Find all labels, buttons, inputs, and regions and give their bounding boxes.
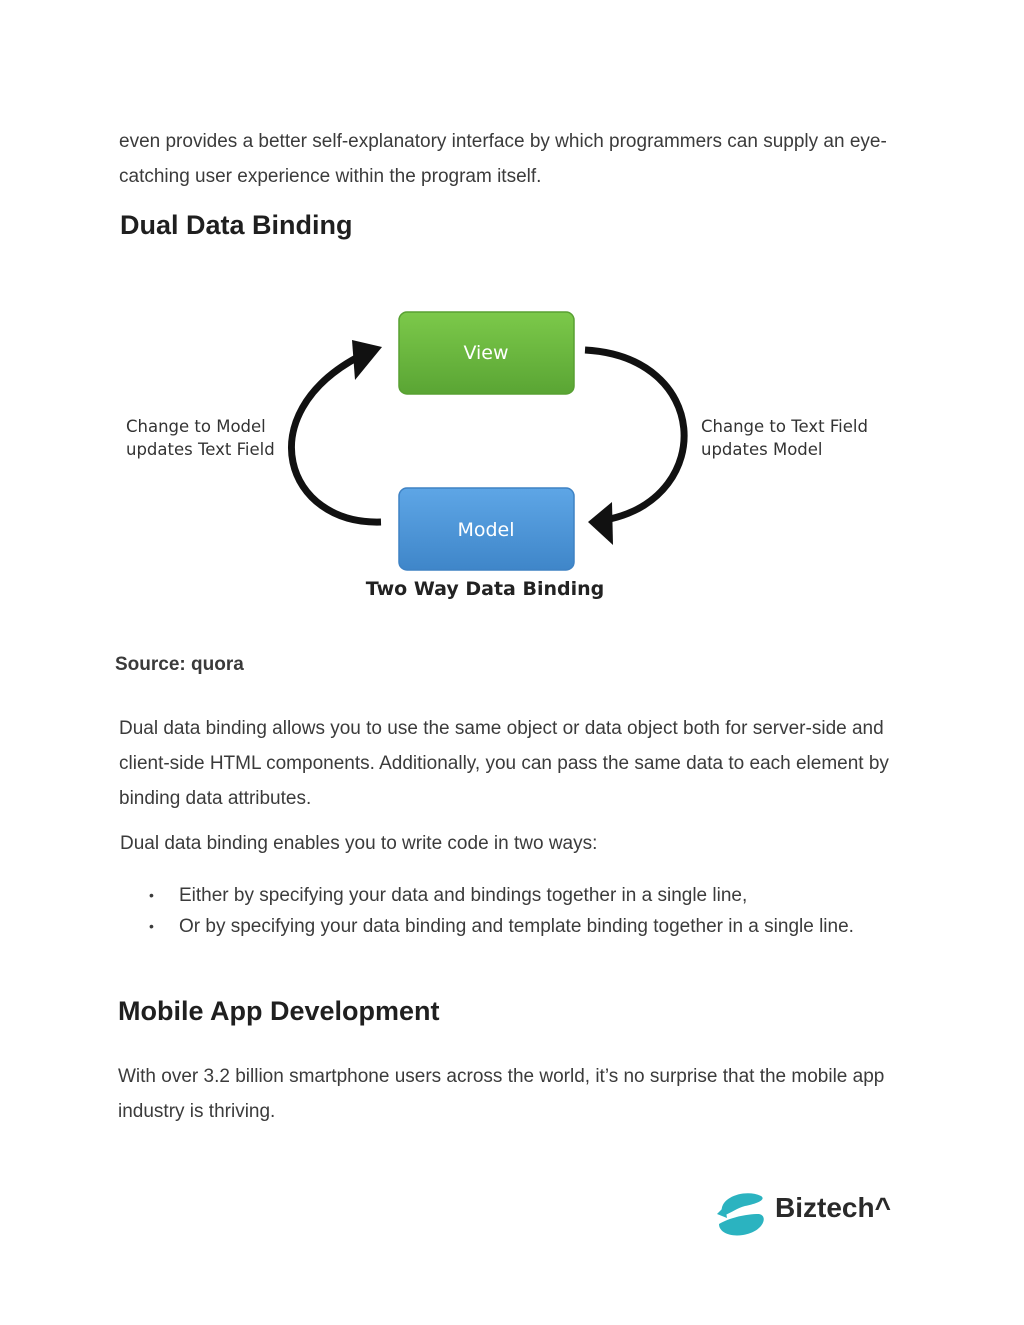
list-item-text: Either by specifying your data and bindings together in a single line, xyxy=(179,885,748,906)
list-item-text: Or by specifying your data binding and template binding together in a single line. xyxy=(179,916,854,937)
left-label-line1: Change to Model xyxy=(126,417,266,436)
list-item xyxy=(145,880,854,911)
mobile-app-development-heading: Mobile App Development xyxy=(118,996,440,1026)
intro-paragraph: even provides a better self-explanatory interface by which programmers can supply an eye-catching user experience within the program itself. xyxy=(119,131,887,187)
dual-paragraph-2: Dual data binding enables you to write code in two ways: xyxy=(120,833,598,854)
view-box xyxy=(399,312,574,394)
left-label-line2: updates Text Field xyxy=(126,440,275,459)
diagram-caption: Two Way Data Binding xyxy=(365,578,605,600)
right-arrow xyxy=(585,350,684,545)
dual-data-binding-heading: Dual Data Binding xyxy=(120,210,353,240)
two-way-binding-diagram xyxy=(110,295,890,615)
model-box xyxy=(399,488,574,570)
right-label-line2: updates Model xyxy=(701,440,823,459)
biztech-logo xyxy=(715,1188,895,1240)
diagram-svg xyxy=(110,295,890,615)
model-label: Model xyxy=(457,519,515,541)
mobile-paragraph: With over 3.2 billion smartphone users across the world, it’s no surprise that the mobile app industry is thriving. xyxy=(118,1066,885,1122)
source-caption: Source: quora xyxy=(115,654,244,675)
biztech-logo-icon xyxy=(715,1188,769,1240)
biztech-logo-text: Biztech^ xyxy=(775,1192,891,1223)
left-arrow xyxy=(291,340,382,522)
ways-list xyxy=(145,880,854,942)
list-item xyxy=(145,911,854,942)
right-label-line1: Change to Text Field xyxy=(701,417,868,436)
view-label: View xyxy=(463,342,509,364)
bullet-icon: • xyxy=(149,918,154,934)
dual-paragraph-1: Dual data binding allows you to use the same object or data object both for server-side and client-side HTML components. Additionally, you can pass the same data to each element by binding data attributes. xyxy=(119,718,889,809)
bullet-icon: • xyxy=(149,887,154,903)
